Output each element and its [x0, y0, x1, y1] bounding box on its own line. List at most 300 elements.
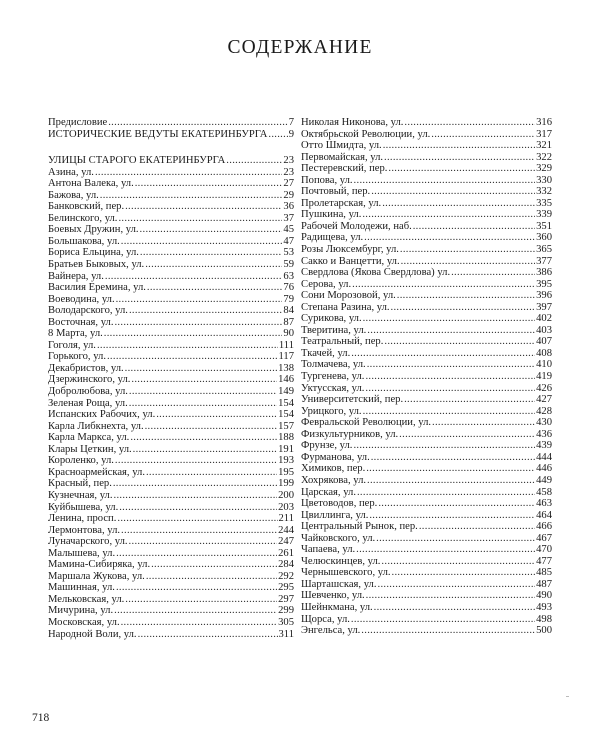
toc-entry: [48, 502, 294, 514]
toc-entry-name: Добролюбова, ул.: [48, 386, 128, 398]
toc-entry-page: 493: [536, 601, 552, 613]
toc-entry: [48, 247, 294, 259]
toc-entry-page: 403: [536, 324, 552, 336]
toc-entry-page: 311: [278, 628, 294, 640]
toc-entry-page: 335: [536, 197, 552, 209]
toc-right-column: [301, 117, 552, 637]
dot-leader: [353, 440, 535, 452]
dot-leader: [145, 421, 278, 433]
toc-entry-page: 53: [283, 247, 294, 259]
toc-entry-page: 261: [278, 547, 294, 559]
toc-entry-name: Физкультурников, ул.: [301, 428, 399, 440]
dot-leader: [151, 559, 277, 571]
toc-entry: [301, 406, 552, 418]
toc-entry-name: Банковский, пер.: [48, 201, 125, 213]
toc-entry-page: 247: [278, 536, 294, 548]
toc-entry-page: 292: [278, 570, 294, 582]
dot-leader: [121, 617, 278, 629]
dot-leader: [116, 582, 277, 594]
dot-leader: [362, 209, 535, 221]
toc-entry: [301, 267, 552, 279]
dot-leader: [361, 625, 535, 637]
scan-mark: [566, 696, 569, 697]
toc-entry-page: 200: [278, 489, 294, 501]
page-number: 718: [32, 712, 50, 724]
dot-leader: [125, 363, 277, 375]
toc-entry-name: Химиков, пер.: [301, 463, 366, 475]
toc-entry-page: 449: [536, 474, 552, 486]
toc-entry-page: 466: [536, 521, 552, 533]
toc-entry: [48, 167, 294, 179]
toc-entry: [48, 374, 294, 386]
toc-entry-page: 317: [536, 128, 552, 140]
toc-entry-page: 23: [283, 166, 294, 178]
toc-entry-name: Ленина, просп.: [48, 513, 117, 525]
dot-leader: [113, 478, 277, 490]
toc-entry-page: 23: [283, 155, 294, 167]
toc-entry-page: 59: [283, 259, 294, 271]
toc-entry-page: 332: [536, 186, 552, 198]
toc-entry-page: 157: [278, 420, 294, 432]
toc-entry-name: Карла Либкнехта, ул.: [48, 420, 144, 432]
toc-entry-name: Шевченко, ул.: [301, 590, 365, 602]
toc-entry: [48, 201, 294, 213]
toc-entry-name: УЛИЦЫ СТАРОГО ЕКАТЕРИНБУРГА: [48, 155, 226, 167]
toc-entry-page: 90: [283, 328, 294, 340]
toc-entry-name: Пушкина, ул.: [301, 209, 362, 221]
toc-entry-page: 305: [278, 616, 294, 628]
toc-entry-page: 446: [536, 463, 552, 475]
dot-leader: [95, 167, 282, 179]
toc-entry-page: 295: [278, 582, 294, 594]
toc-entry-page: 211: [278, 513, 294, 525]
toc-entry-page: 199: [278, 478, 294, 490]
toc-entry-name: Пролетарская, ул.: [301, 197, 382, 209]
toc-entry: [48, 455, 294, 467]
toc-entry: [301, 129, 552, 141]
toc-entry: [48, 536, 294, 548]
toc-entry-page: 76: [283, 282, 294, 294]
toc-entry-name: Машинная, ул.: [48, 582, 115, 594]
toc-entry: [48, 294, 294, 306]
toc-entry-name: Предисловие: [48, 117, 108, 128]
toc-entry-page: 111: [278, 339, 294, 351]
toc-entry-name: Уктусская, ул.: [301, 382, 365, 394]
dot-leader: [131, 374, 277, 386]
dot-leader: [404, 394, 535, 406]
toc-entry: [301, 290, 552, 302]
toc-entry: [48, 617, 294, 629]
toc-entry: [301, 475, 552, 487]
toc-entry-name: Театральный, пер.: [301, 336, 384, 348]
dot-leader: [357, 487, 535, 499]
dot-leader: [145, 259, 282, 271]
toc-entry: [301, 163, 552, 175]
toc-entry: [48, 444, 294, 456]
dot-leader: [116, 294, 283, 306]
toc-entry-name: Серова, ул.: [301, 278, 352, 290]
toc-entry-name: Цветоводов, пер.: [301, 498, 378, 510]
toc-entry: [301, 152, 552, 164]
dot-leader: [366, 590, 535, 602]
dot-leader: [364, 232, 535, 244]
toc-entry: [48, 467, 294, 479]
toc-entry-page: 427: [536, 394, 552, 406]
toc-entry: [301, 117, 552, 129]
dot-leader: [352, 279, 535, 291]
toc-entry-name: Челюскинцев, ул.: [301, 555, 381, 567]
toc-entry: [301, 325, 552, 337]
toc-entry: [48, 421, 294, 433]
toc-entry-page: 87: [283, 316, 294, 328]
toc-entry: [301, 359, 552, 371]
toc-entry-name: Сурикова, ул.: [301, 313, 362, 325]
dot-leader: [129, 398, 277, 410]
dot-leader: [125, 201, 282, 213]
toc-entry-page: 360: [536, 232, 552, 244]
toc-entry-page: 79: [283, 293, 294, 305]
toc-entry: [301, 463, 552, 475]
dot-leader: [363, 406, 536, 418]
toc-entry: [301, 232, 552, 244]
dot-leader: [129, 305, 282, 317]
dot-leader: [399, 429, 535, 441]
toc-entry: [301, 186, 552, 198]
toc-entry-page: 407: [536, 336, 552, 348]
dot-leader: [121, 525, 277, 537]
toc-entry-name: 8 Марта, ул.: [48, 328, 103, 340]
dot-leader: [114, 605, 277, 617]
toc-entry: [301, 625, 552, 637]
dot-leader: [397, 290, 535, 302]
dot-leader: [367, 475, 535, 487]
toc-entry-page: 498: [536, 613, 552, 625]
toc-entry-page: 316: [536, 117, 552, 128]
dot-leader: [129, 386, 277, 398]
toc-entry-page: 419: [536, 371, 552, 383]
toc-entry: [301, 579, 552, 591]
toc-entry-page: 154: [278, 397, 294, 409]
toc-entry: [48, 155, 294, 167]
toc-entry-name: Шарташская, ул.: [301, 578, 377, 590]
dot-leader: [382, 198, 535, 210]
toc-entry-name: Василия Еремина, ул.: [48, 282, 146, 294]
dot-leader: [384, 336, 535, 348]
toc-entry-page: 191: [278, 443, 294, 455]
toc-entry: [301, 313, 552, 325]
dot-leader: [114, 317, 282, 329]
toc-entry-page: 428: [536, 405, 552, 417]
toc-entry: [48, 328, 294, 340]
toc-entry: [301, 556, 552, 568]
toc-entry: [301, 510, 552, 522]
toc-entry: [48, 409, 294, 421]
toc-entry: [301, 487, 552, 499]
toc-entry-page: 154: [278, 409, 294, 421]
toc-entry-page: 29: [283, 189, 294, 201]
toc-entry: [301, 371, 552, 383]
toc-entry-name: Мичурина, ул.: [48, 605, 114, 617]
toc-entry: [301, 614, 552, 626]
toc-entry-name: Вайнера, ул.: [48, 270, 104, 282]
toc-entry: [48, 548, 294, 560]
toc-entry-name: Чайковского, ул.: [301, 532, 376, 544]
toc-entry-name: Бориса Ельцина, ул.: [48, 247, 139, 259]
toc-entry-page: 63: [283, 270, 294, 282]
dot-leader: [140, 224, 283, 236]
toc-entry: [48, 571, 294, 583]
dot-leader: [363, 313, 536, 325]
toc-entry: [301, 417, 552, 429]
toc-entry-name: Красноармейская, ул.: [48, 466, 145, 478]
toc-entry: [301, 198, 552, 210]
toc-entry: [301, 429, 552, 441]
toc-entry-name: Братьев Быковых, ул.: [48, 259, 145, 271]
toc-entry-name: Ткачей, ул.: [301, 347, 351, 359]
toc-entry: [48, 213, 294, 225]
dot-leader: [129, 536, 278, 548]
toc-entry-name: Толмачева, ул.: [301, 359, 366, 371]
toc-entry-name: Воеводина, ул.: [48, 293, 115, 305]
toc-entry-name: Большакова, ул.: [48, 235, 120, 247]
dot-leader: [392, 567, 536, 579]
toc-entry: [301, 140, 552, 152]
toc-entry-name: Мамина-Сибиряка, ул.: [48, 559, 151, 571]
toc-entry: [301, 175, 552, 187]
toc-entry: [48, 340, 294, 352]
toc-entry: [301, 452, 552, 464]
dot-leader: [147, 282, 283, 294]
dot-leader: [130, 432, 277, 444]
toc-entry-name: Урицкого, ул.: [301, 405, 362, 417]
toc-entry: [301, 533, 552, 545]
dot-leader: [384, 152, 535, 164]
toc-entry: [48, 559, 294, 571]
dot-leader: [156, 409, 277, 421]
page-title: СОДЕРЖАНИЕ: [227, 37, 373, 58]
toc-entry: [301, 336, 552, 348]
toc-entry: [301, 348, 552, 360]
toc-entry-page: 195: [278, 466, 294, 478]
dot-leader: [404, 117, 535, 129]
toc-entry-name: Луначарского, ул.: [48, 536, 128, 548]
toc-entry: [48, 432, 294, 444]
dot-leader: [432, 417, 535, 429]
toc-entry-page: 487: [536, 578, 552, 590]
toc-entry-name: Фурманова, ул.: [301, 451, 370, 463]
toc-entry-name: Степана Разина, ул.: [301, 301, 390, 313]
toc-entry-name: Володарского, ул.: [48, 305, 128, 317]
dot-leader: [391, 302, 536, 314]
toc-entry-name: Маршала Жукова, ул.: [48, 570, 145, 582]
dot-leader: [366, 463, 535, 475]
toc-entry-name: Центральный Рынок, пер.: [301, 521, 418, 533]
toc-entry: [48, 351, 294, 363]
toc-entry: [48, 525, 294, 537]
toc-entry-page: 500: [536, 625, 552, 637]
toc-entry: [301, 244, 552, 256]
toc-entry-page: 477: [536, 555, 552, 567]
toc-entry-page: 36: [283, 201, 294, 213]
toc-entry-name: Испанских Рабочих, ул.: [48, 409, 156, 421]
dot-leader: [226, 155, 282, 167]
dot-leader: [104, 328, 283, 340]
toc-entry-page: 396: [536, 290, 552, 302]
toc-entry: [48, 190, 294, 202]
toc-entry-name: Антона Валека, ул.: [48, 178, 134, 190]
dot-leader: [356, 544, 535, 556]
dot-leader: [268, 129, 287, 141]
toc-entry: [301, 567, 552, 579]
toc-entry-name: Белинского, ул.: [48, 212, 118, 224]
toc-entry: [48, 386, 294, 398]
toc-entry-page: 439: [536, 440, 552, 452]
toc-entry-page: 47: [283, 235, 294, 247]
toc-entry-page: 284: [278, 559, 294, 571]
toc-entry-page: 37: [283, 212, 294, 224]
toc-entry-name: Октябрьской Революции, ул.: [301, 128, 431, 140]
toc-entry-page: 386: [536, 267, 552, 279]
toc-entry-page: 351: [536, 220, 552, 232]
toc-entry-name: Щорса, ул.: [301, 613, 350, 625]
toc-entry-name: Шейнкмана, ул.: [301, 601, 373, 613]
dot-leader: [413, 221, 535, 233]
toc-entry-name: Зеленая Роща, ул.: [48, 397, 128, 409]
toc-entry-name: Попова, ул.: [301, 174, 353, 186]
toc-entry-name: Николая Никонова, ул.: [301, 117, 404, 128]
toc-entry: [301, 256, 552, 268]
dot-leader: [431, 129, 535, 141]
toc-entry-name: Февральской Революции, ул.: [301, 417, 432, 429]
toc-entry-page: 467: [536, 532, 552, 544]
dot-leader: [365, 371, 535, 383]
toc-entry: [48, 594, 294, 606]
toc-entry-name: ИСТОРИЧЕСКИЕ ВЕДУТЫ ЕКАТЕРИНБУРГА: [48, 128, 268, 140]
toc-entry-page: 339: [536, 209, 552, 221]
toc-entry: [301, 383, 552, 395]
toc-entry-name: Короленко, ул.: [48, 455, 114, 467]
toc-entry-name: Университетский, пер.: [301, 394, 404, 406]
toc-entry-name: Дзержинского, ул.: [48, 374, 131, 386]
toc-entry-page: 485: [536, 567, 552, 579]
toc-entry-page: 430: [536, 417, 552, 429]
dot-leader: [146, 571, 277, 583]
toc-entry-name: Лермонтова, ул.: [48, 524, 121, 536]
toc-entry-name: Розы Люксембург, ул.: [301, 244, 399, 256]
toc-streets-list-left: [48, 155, 294, 640]
toc-entry-page: 322: [536, 151, 552, 163]
toc-entry-page: 490: [536, 590, 552, 602]
toc-entry-page: 244: [278, 524, 294, 536]
toc-entry-name: Тургенева, ул.: [301, 371, 365, 383]
toc-entry-name: Кузнечная, ул.: [48, 489, 113, 501]
toc-entry-name: Радищева, ул.: [301, 232, 364, 244]
dot-leader: [365, 383, 535, 395]
toc-entry: [48, 271, 294, 283]
toc-entry-page: 7: [288, 117, 294, 128]
toc-entry: [48, 178, 294, 190]
toc-entry-name: Народной Воли, ул.: [48, 628, 137, 640]
toc-entry-page: 464: [536, 509, 552, 521]
toc-entry-page: 297: [278, 593, 294, 605]
toc-entry-page: 188: [278, 432, 294, 444]
dot-leader: [133, 444, 277, 456]
toc-entry-name: Боевых Дружин, ул.: [48, 224, 139, 236]
dot-leader: [351, 348, 535, 360]
toc-entry-name: Энгельса, ул.: [301, 625, 361, 637]
toc-entry: [48, 317, 294, 329]
dot-leader: [117, 513, 277, 525]
toc-entry-page: 377: [536, 255, 552, 267]
toc-entry-name: Фрунзе, ул.: [301, 440, 353, 452]
toc-entry: [301, 521, 552, 533]
toc-entry: [48, 259, 294, 271]
dot-leader: [400, 244, 535, 256]
section-gap: [48, 140, 294, 155]
toc-entry-name: Пестеревский, пер.: [301, 163, 388, 175]
dot-leader: [146, 467, 277, 479]
toc-entry: [48, 629, 294, 641]
toc-entry-name: Горького, ул.: [48, 351, 106, 363]
toc-entry-name: Малышева, ул.: [48, 547, 116, 559]
toc-entry-name: Восточная, ул.: [48, 316, 114, 328]
toc-entry-name: Чернышевского, ул.: [301, 567, 391, 579]
dot-leader: [138, 629, 278, 641]
dot-leader: [381, 556, 535, 568]
dot-leader: [108, 117, 287, 129]
toc-entry-page: 470: [536, 544, 552, 556]
toc-entry: [48, 224, 294, 236]
toc-entry-page: 426: [536, 382, 552, 394]
dot-leader: [135, 178, 283, 190]
toc-entry-name: Карла Маркса, ул.: [48, 432, 130, 444]
dot-leader: [371, 452, 535, 464]
toc-entry: [48, 582, 294, 594]
toc-entry-page: 9: [288, 128, 294, 140]
toc-entry-page: 329: [536, 163, 552, 175]
toc-entry: [48, 363, 294, 375]
toc-entry-name: Хохрякова, ул.: [301, 474, 367, 486]
toc-entry-page: 436: [536, 428, 552, 440]
dot-leader: [97, 340, 278, 352]
toc-entry-name: Азина, ул.: [48, 166, 94, 178]
dot-leader: [121, 236, 283, 248]
toc-entry: [48, 305, 294, 317]
dot-leader: [374, 602, 535, 614]
dot-leader: [125, 594, 277, 606]
toc-entry-name: Сони Морозовой, ул.: [301, 290, 396, 302]
toc-entry: [48, 398, 294, 410]
toc-entry-name: Царская, ул.: [301, 486, 356, 498]
toc-entry: [48, 605, 294, 617]
toc-entry-name: Первомайская, ул.: [301, 151, 384, 163]
toc-entry-page: 299: [278, 605, 294, 617]
dot-leader: [378, 579, 536, 591]
toc-entry: [301, 279, 552, 291]
toc-entry: [301, 209, 552, 221]
toc-entry: [301, 302, 552, 314]
dot-leader: [107, 351, 278, 363]
toc-entry-name: Клары Цеткин, ул.: [48, 443, 132, 455]
toc-entry: [48, 282, 294, 294]
toc-entry-name: Цвиллинга, ул.: [301, 509, 369, 521]
toc-entry: [48, 129, 294, 141]
toc-entry-name: Чапаева, ул.: [301, 544, 356, 556]
dot-leader: [367, 325, 535, 337]
toc-left-column: [48, 117, 294, 640]
toc-entry-page: 203: [278, 501, 294, 513]
dot-leader: [401, 256, 536, 268]
